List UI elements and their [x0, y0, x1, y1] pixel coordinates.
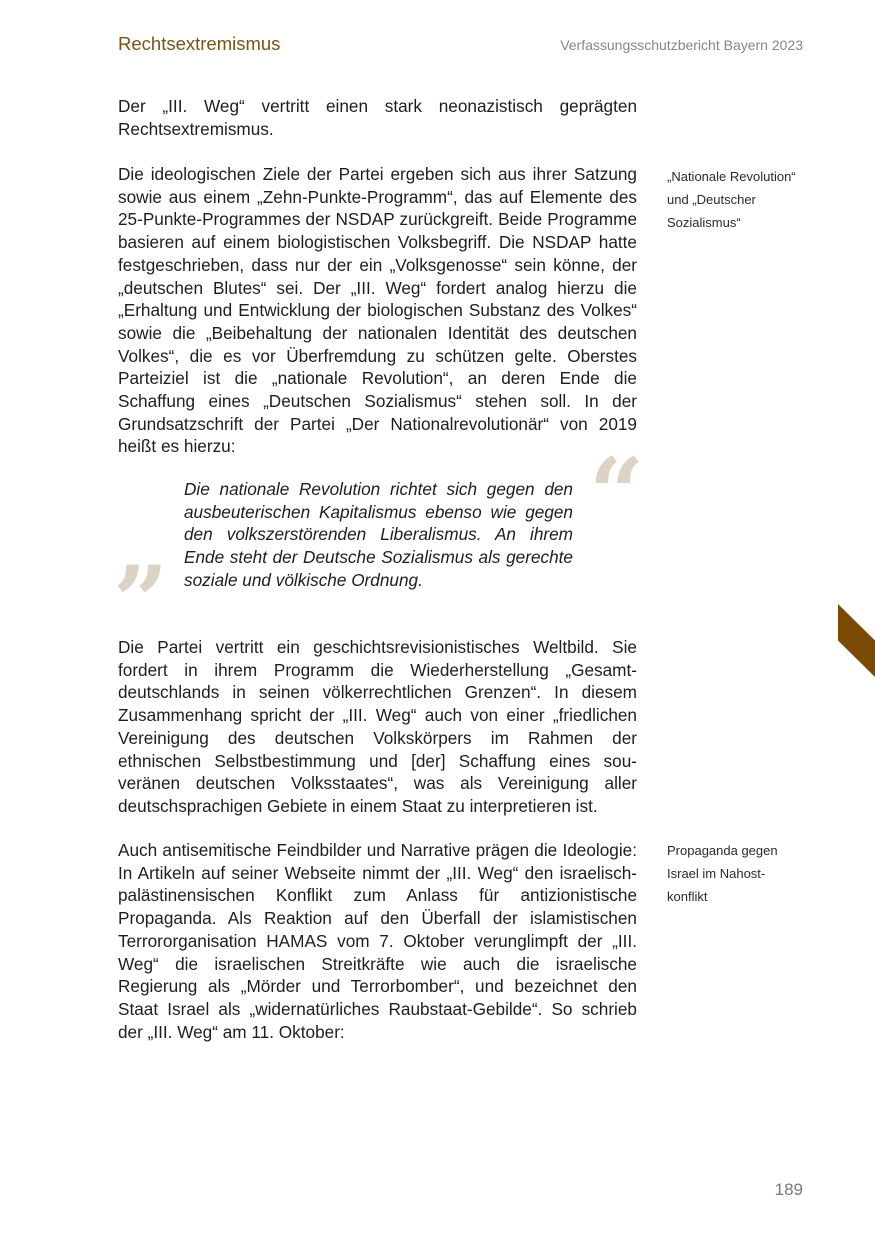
publication-title: Verfassungsschutzbericht Bayern 2023	[560, 37, 803, 53]
block-quote: Die nationale Revolution richtet sich gegen den ausbeuterischen Kapitalismus ebenso wie gegen den volkszerstörenden Liberalismus. An ihrem Ende steht der Deutsche Sozialismus als gerechte soziale und völkische Ordnung.	[184, 479, 573, 590]
quote-open-icon: “	[589, 437, 645, 550]
body-paragraph-1: Der „III. Weg“ vertritt einen stark neonazistisch geprägten Rechtsextremismus.	[118, 96, 637, 139]
body-paragraph-2: Die ideologischen Ziele der Partei ergeben sich aus ihrer Satzung sowie aus einem „Zehn-Punkte-Programm“, das auf Elemente des 25-Punkte-Programmes der NSDAP zurückgreift. Beide Programme basieren auf einem biologistischen Volksbegriff. Die NSDAP hatte festgeschrieben, dass nur der ein „Volksgenosse“ sein könne, der „deutschen Blutes“ sei. Der „III. Weg“ fordert analog hierzu die „Erhaltung und Entwicklung der biologischen Substanz des Volkes“ sowie die „Beibehaltung der nationalen Identität des deutschen Volkes“, die es vor Überfremdung zu schützen gelte. Oberstes Parteiziel ist die „nationale Revolution“, an deren Ende die Schaffung eines „Deutschen Sozialismus“ stehen soll. In der Grundsatzschrift der Partei „Der Nationalrevolutionär“ von 2019 heißt es hierzu:	[118, 164, 637, 457]
margin-note-1: „Nationale Revolution“ und „Deutscher Sozialismus“	[667, 169, 796, 230]
margin-note-2: Propaganda gegen Israel im Nahostkonflikt	[667, 843, 778, 904]
chapter-tab-marker	[838, 604, 875, 677]
body-paragraph-4: Auch antisemitische Feindbilder und Narrative prägen die Ideologie: In Artikeln auf seiner Webseite nimmt der „III. Weg“ den israelisch-palästinensischen Konflikt zum Anlass für antizionistische Propaganda. Als Reaktion auf den Überfall der islamistischen Terrororganisation HAMAS vom 7. Oktober verunglimpft der „III. Weg“ die israelischen Streitkräfte wie auch die israelische Regierung als „Mörder und Terrorbomber“, und bezeichnet den Staat Israel als „widernatürliches Raubstaat-Gebilde“. So schrieb der „III. Weg“ am 11. Oktober:	[118, 840, 637, 1042]
section-title: Rechtsextremismus	[118, 33, 281, 54]
quote-close-icon: ”	[113, 545, 169, 658]
body-paragraph-3: Die Partei vertritt ein geschichtsrevisionistisches Weltbild. Sie fordert in ihrem Programm die Wiederherstellung „Gesamtdeutschlands in seinen völkerrechtlichen Grenzen“. In diesem Zusammenhang spricht der „III. Weg“ auch von einer „friedlichen Vereinigung des deutschen Volkskörpers im Rahmen der ethnischen Selbstbestimmung und [der] Schaffung eines souveränen deutschen Volksstaates“, was als Vereinigung aller deutschsprachigen Gebiete in einem Staat zu interpretieren ist.	[118, 637, 637, 816]
page-number: 189	[774, 1180, 803, 1199]
